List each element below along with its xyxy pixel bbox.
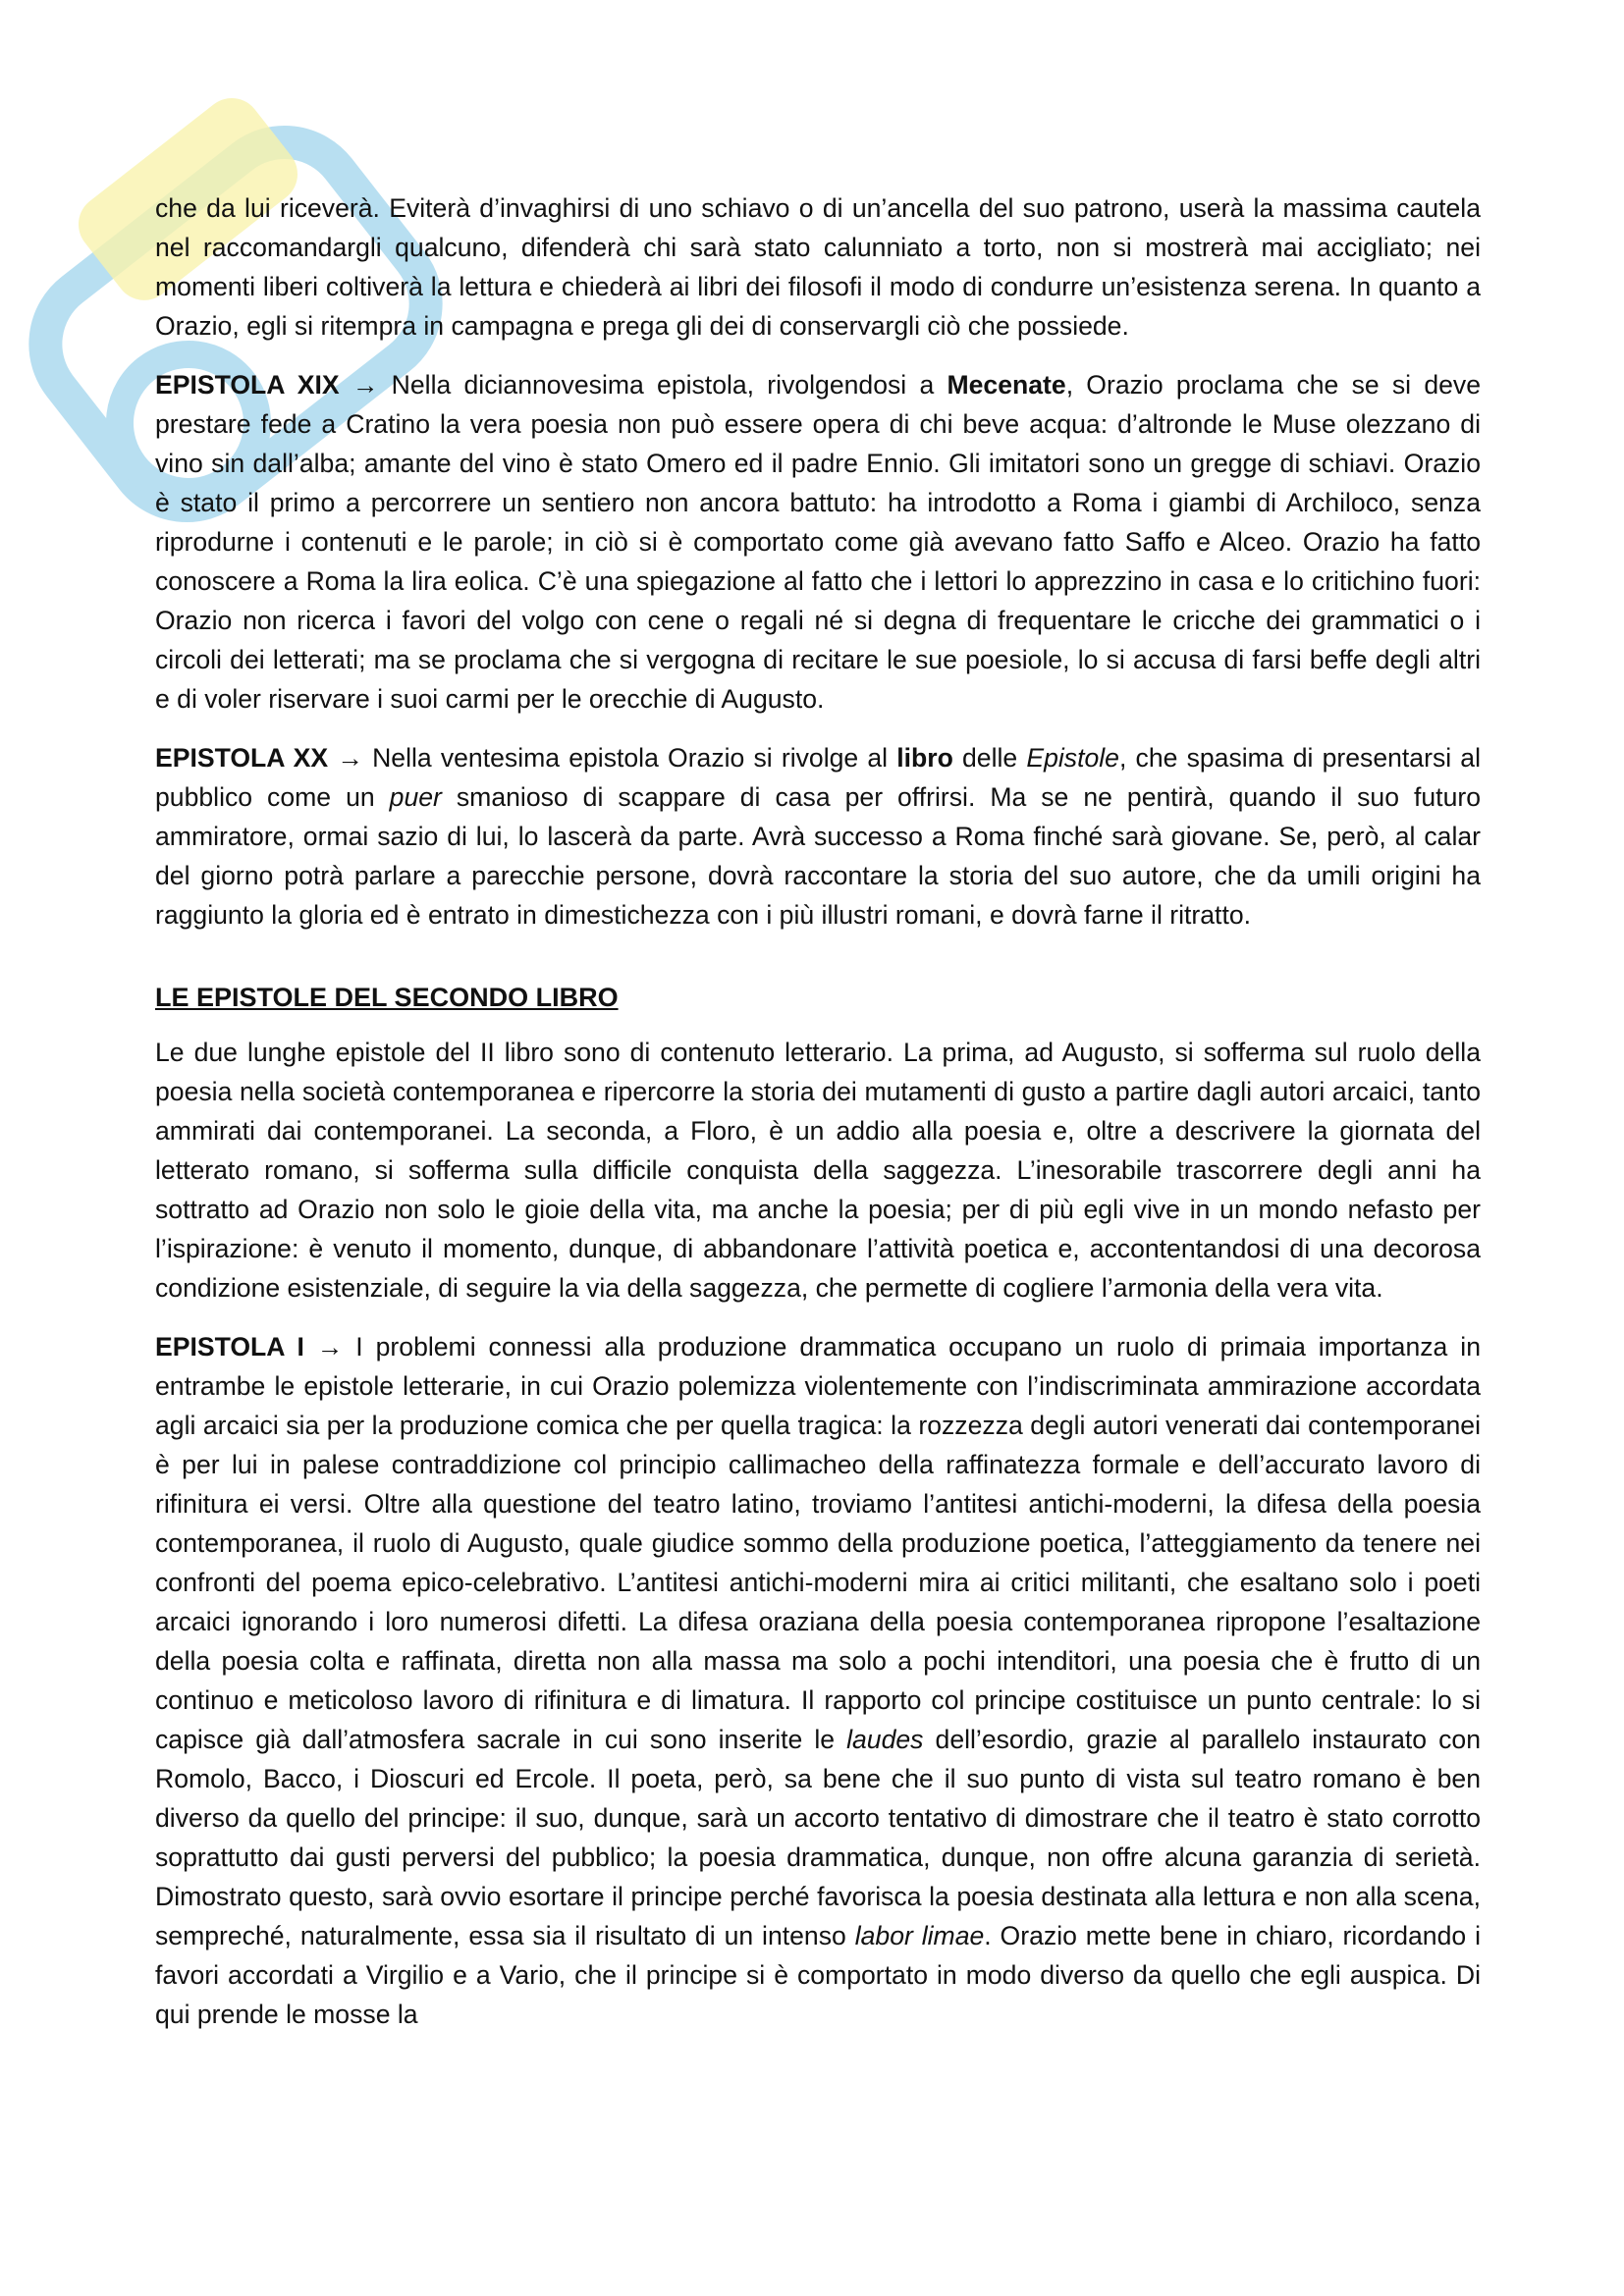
epistola-xx-label: EPISTOLA XX <box>155 743 329 773</box>
arrow-icon: → <box>352 370 379 400</box>
arrow-icon: → <box>337 743 363 773</box>
text-run: . Orazio mette bene in chiaro, ricordando i favori accordati a Virgilio e a Vario, che il principe si è comportato in modo diverso da quello che egli auspica. Di qui prende le mosse la <box>155 1921 1481 2029</box>
paragraph-epistola-xix <box>155 365 1481 719</box>
arrow-icon: → <box>316 1332 344 1362</box>
italic-term: puer <box>389 782 442 812</box>
text-run: dell’esordio, grazie al parallelo instaurato con Romolo, Bacco, i Dioscuri ed Ercole. Il poeta, però, sa bene che il suo punto di vista sul teatro romano è ben diverso da quello del principe: il suo, dunque, sarà un accorto tentativo di dimostrare che il teatro è stato corrotto soprattutto dai gusti perversi del pubblico; la poesia drammatica, dunque, non offre alcuna garanzia di serietà. Dimostrato questo, sarà ovvio esortare il principe perché favorisca la poesia destinata alla lettura e non alla scena, sempreché, naturalmente, essa sia il risultato di un intenso <box>155 1725 1481 1950</box>
paragraph-epistola-xx <box>155 738 1481 934</box>
text-run: smanioso di scappare di casa per offrirsi. Ma se ne pentirà, quando il suo futuro ammiratore, ormai sazio di lui, lo lascerà da parte. Avrà successo a Roma finché sarà giovane. Se, però, al calar del giorno potrà parlare a parecchie persone, dovrà raccontare la storia del suo autore, che da umili origini ha raggiunto la gloria ed è entrato in dimestichezza con i più illustri romani, e dovrà farne il ritratto. <box>155 782 1482 930</box>
text-run: delle <box>952 743 1027 773</box>
epistola-i-label: EPISTOLA I <box>155 1332 304 1362</box>
text-run: Nella ventesima epistola Orazio si rivolge al <box>362 743 897 773</box>
text-run: I problemi connessi alla produzione drammatica occupano un ruolo di primaia importanza in entrambe le epistole letterarie, in cui Orazio polemizza violentemente con l’indiscriminata ammirazione accordata agli arcaici sia per la produzione comica che per quella tragica: la rozzezza degli autori venerati dai contemporanei è per lui in palese contraddizione col principio callimacheo della raffinatezza formale e dell’accurato lavoro di rifinitura ei versi. Oltre alla questione del teatro latino, troviamo l’antitesi antichi-moderni, la difesa della poesia contemporanea, il ruolo di Augusto, quale giudice sommo della produzione poetica, l’atteggiamento da tenere nei confronti del poema epico-celebrativo. L’antitesi antichi-moderni mira ai critici militanti, che esaltano solo i poeti arcaici ignorando i loro numerosi difetti. La difesa oraziana della poesia contemporanea ripropone l’esaltazione della poesia colta e raffinata, diretta non alla massa ma solo a pochi intenditori, una poesia che è frutto di un continuo e meticoloso lavoro di rifinitura e di limatura. Il rapporto col principe costituisce un punto centrale: lo si capisce già dall’atmosfera sacrale in cui sono inserite le <box>155 1332 1481 1754</box>
paragraph-continuation: che da lui riceverà. Eviterà d’invaghirsi di uno schiavo o di un’ancella del suo patrono, userà la massima cautela nel raccomandargli qualcuno, difenderà chi sarà stato calunniato a torto, non si mostrerà mai accigliato; nei momenti liberi coltiverà la lettura e chiederà ai libri dei filosofi il modo di condurre un’esistenza serena. In quanto a Orazio, egli si ritempra in campagna e prega gli dei di conservargli ciò che possiede. <box>155 193 1481 341</box>
epistola-xix-label: EPISTOLA XIX <box>155 370 340 400</box>
bold-term: Mecenate <box>947 370 1066 400</box>
text-run: Nella diciannovesima epistola, rivolgendosi a <box>378 370 947 400</box>
text-run: , che spasima di presentarsi al pubblico come un <box>155 743 1482 812</box>
document-page <box>155 188 1481 2054</box>
italic-term: laudes <box>846 1725 924 1754</box>
text-run: , Orazio proclama che se si deve prestare fede a Cratino la vera poesia non può essere opera di chi beve acqua: d’altronde le Muse olezzano di vino sin dall’alba; amante del vino è stato Omero ed il padre Ennio. Gli imitatori sono un gregge di schiavi. Orazio è stato il primo a percorrere un sentiero non ancora battuto: ha introdotto a Roma i giambi di Archiloco, senza riprodurne i contenuti e le parole; in ciò si è comportato come già avevano fatto Saffo e Alceo. Orazio ha fatto conoscere a Roma la lira eolica. C’è una spiegazione al fatto che i lettori lo apprezzino in casa e lo critichino fuori: Orazio non ricerca i favori del volgo con cene o regali né si degna di frequentare le cricche dei grammatici o i circoli dei letterati; ma se proclama che si vergogna di recitare le sue poesiole, lo si accusa di farsi beffe degli altri e di voler riservare i suoi carmi per le orecchie di Augusto. <box>155 370 1481 714</box>
paragraph-intro-secondo-libro: Le due lunghe epistole del II libro sono di contenuto letterario. La prima, ad Augusto, si sofferma sul ruolo della poesia nella società contemporanea e ripercorre la storia dei mutamenti di gusto a partire dagli autori arcaici, tanto ammirati dai contemporanei. La seconda, a Floro, è un addio alla poesia e, oltre a descrivere la giornata del letterato romano, si sofferma sulla difficile conquista della saggezza. L’inesorabile trascorrere degli anni ha sottratto ad Orazio non solo le gioie della vita, ma anche la poesia; per di più egli vive in un mondo nefasto per l’ispirazione: è venuto il momento, dunque, di abbandonare l’attività poetica e, accontentandosi di una decorosa condizione esistenziale, di seguire la via della saggezza, che permette di cogliere l’armonia della vera vita. <box>155 1038 1481 1303</box>
bold-term: libro <box>896 743 953 773</box>
italic-term: labor limae <box>854 1921 985 1950</box>
italic-term: Epistole <box>1026 743 1119 773</box>
section-heading: LE EPISTOLE DEL SECONDO LIBRO <box>155 983 619 1012</box>
paragraph-epistola-i <box>155 1327 1481 2034</box>
